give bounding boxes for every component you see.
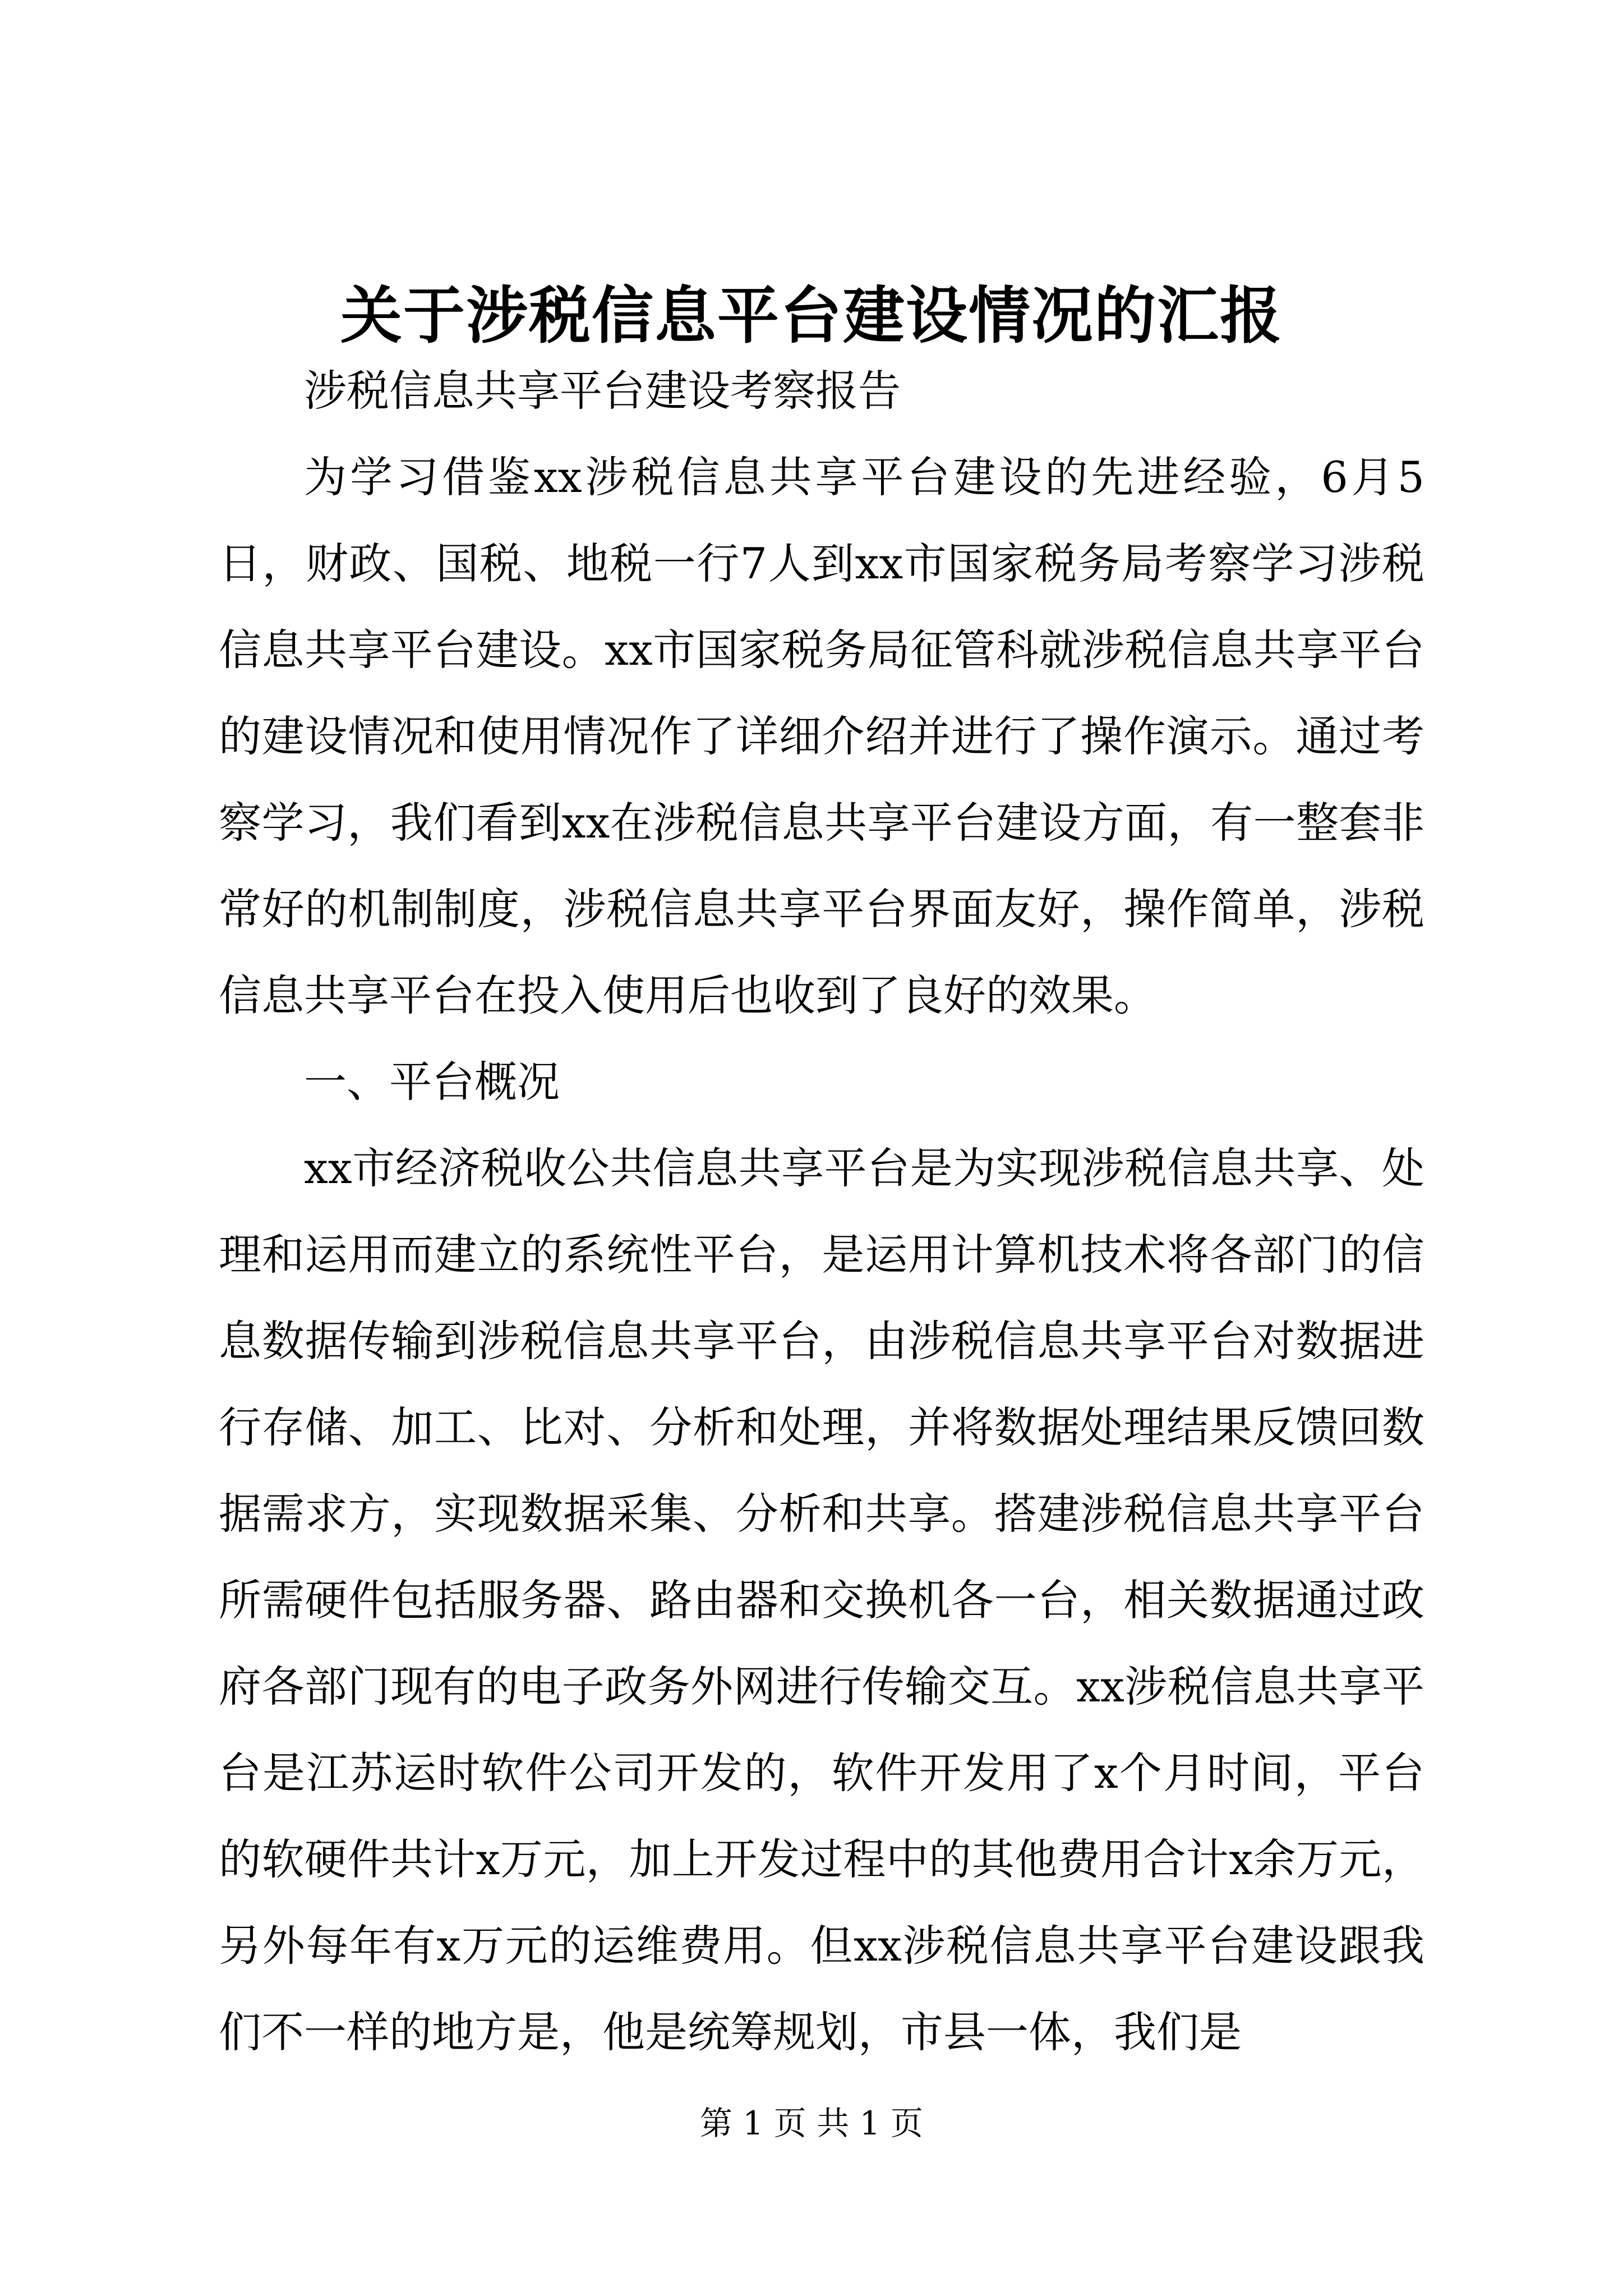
document-title: 关于涉税信息平台建设情况的汇报 — [340, 279, 1283, 352]
subtitle-paragraph: 涉税信息共享平台建设考察报告 — [304, 366, 901, 416]
intro-paragraph: 为学习借鉴xx涉税信息共享平台建设的先进经验，6月5日，财政、国税、地税一行7人到xx市国家税务局考察学习涉税信息共享平台建设。xx市国家税务局征管科就涉税信息共享平台的建设情况和使用情况作了详细介绍并进行了操作演示。通过考察学习，我们看到xx在涉税信息共享平台建设方面，有一整套非常好的机制制度，涉税信息共享平台界面友好，操作简单，涉税信息共享平台在投入使用后也收到了良好的效果。 — [219, 452, 1424, 1020]
page-footer: 第 1 页 共 1 页 — [700, 2104, 923, 2142]
section-heading: 一、平台概况 — [304, 1057, 560, 1107]
overview-paragraph: xx市经济税收公共信息共享平台是为实现涉税信息共享、处理和运用而建立的系统性平台，是运用计算机技术将各部门的信息数据传输到涉税信息共享平台，由涉税信息共享平台对数据进行存储、加工、比对、分析和处理，并将数据处理结果反馈回数据需求方，实现数据采集、分析和共享。搭建涉税信息共享平台所需硬件包括服务器、路由器和交换机各一台，相关数据通过政府各部门现有的电子政务外网进行传输交互。xx涉税信息共享平台是江苏运时软件公司开发的，软件开发用了x个月时间，平台的软硬件共计x万元，加上开发过程中的其他费用合计x余万元，另外每年有x万元的运维费用。但xx涉税信息共享平台建设跟我们不一样的地方是，他是统筹规划，市县一体，我们是 — [219, 1143, 1424, 2057]
document-body — [219, 348, 1424, 2076]
